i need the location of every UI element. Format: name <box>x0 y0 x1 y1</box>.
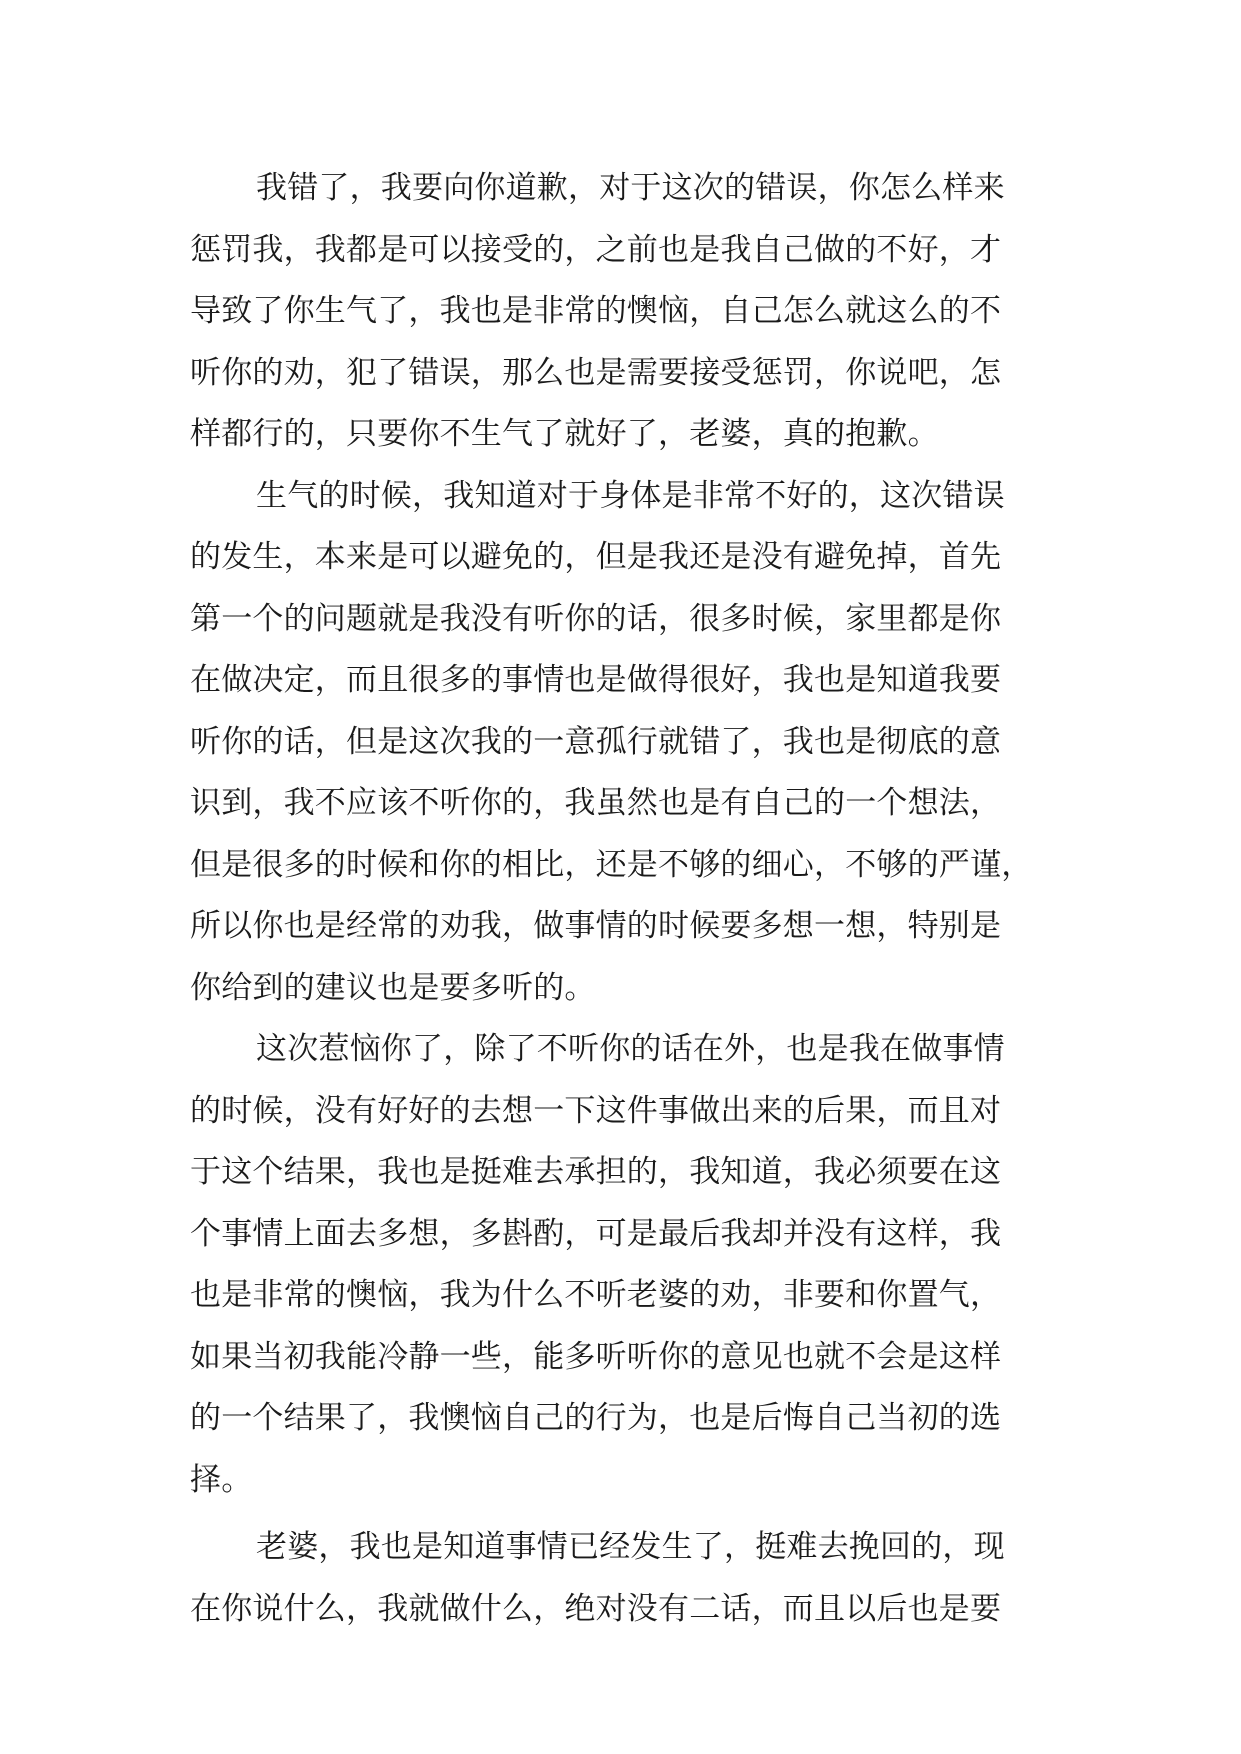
text-line: 在你说什么，我就做什么，绝对没有二话，而且以后也是要 <box>190 1590 1002 1627</box>
text-line: 的时候，没有好好的去想一下这件事做出来的后果，而且对 <box>190 1092 1002 1129</box>
text-line: 听你的劝，犯了错误，那么也是需要接受惩罚，你说吧，怎 <box>190 354 1002 391</box>
text-line: 在做决定，而且很多的事情也是做得很好，我也是知道我要 <box>190 662 1002 698</box>
text-line: 惩罚我，我都是可以接受的，之前也是我自己做的不好，才 <box>190 231 1002 268</box>
paragraph-1 <box>190 158 1060 466</box>
text-line: 你给到的建议也是要多听的。 <box>190 969 596 1006</box>
text-line: 样都行的，只要你不生气了就好了，老婆，真的抱歉。 <box>190 416 939 452</box>
text-line: 也是非常的懊恼，我为什么不听老婆的劝，非要和你置气， <box>190 1277 1002 1313</box>
paragraph-3 <box>190 1019 1060 1511</box>
paragraph-4 <box>190 1517 1060 1640</box>
text-line: 的发生，本来是可以避免的，但是我还是没有避免掉，首先 <box>190 539 1002 575</box>
text-line: 但是很多的时候和你的相比，还是不够的细心，不够的严谨， <box>190 846 1033 883</box>
text-line: 我错了，我要向你道歉，对于这次的错误，你怎么样来 <box>256 170 1005 206</box>
text-line: 择。 <box>190 1461 253 1498</box>
text-line: 听你的话，但是这次我的一意孤行就错了，我也是彻底的意 <box>190 723 1002 760</box>
text-line: 老婆，我也是知道事情已经发生了，挺难去挽回的，现 <box>256 1529 1005 1565</box>
paragraph-2 <box>190 466 1060 1020</box>
text-line: 生气的时候，我知道对于身体是非常不好的，这次错误 <box>256 477 1005 514</box>
text-line: 如果当初我能冷静一些，能多听听你的意见也就不会是这样 <box>190 1338 1002 1375</box>
text-line: 第一个的问题就是我没有听你的话，很多时候，家里都是你 <box>190 600 1002 637</box>
text-line: 于这个结果，我也是挺难去承担的，我知道，我必须要在这 <box>190 1154 1002 1190</box>
text-line: 的一个结果了，我懊恼自己的行为，也是后悔自己当初的选 <box>190 1400 1002 1436</box>
document-body <box>190 158 1060 1640</box>
text-line: 所以你也是经常的劝我，做事情的时候要多想一想，特别是 <box>190 908 1002 944</box>
text-line: 导致了你生气了，我也是非常的懊恼，自己怎么就这么的不 <box>190 293 1002 329</box>
text-line: 个事情上面去多想，多斟酌，可是最后我却并没有这样，我 <box>190 1215 1002 1252</box>
text-line: 识到，我不应该不听你的，我虽然也是有自己的一个想法， <box>190 785 1002 821</box>
text-line: 这次惹恼你了，除了不听你的话在外，也是我在做事情 <box>256 1031 1005 1067</box>
